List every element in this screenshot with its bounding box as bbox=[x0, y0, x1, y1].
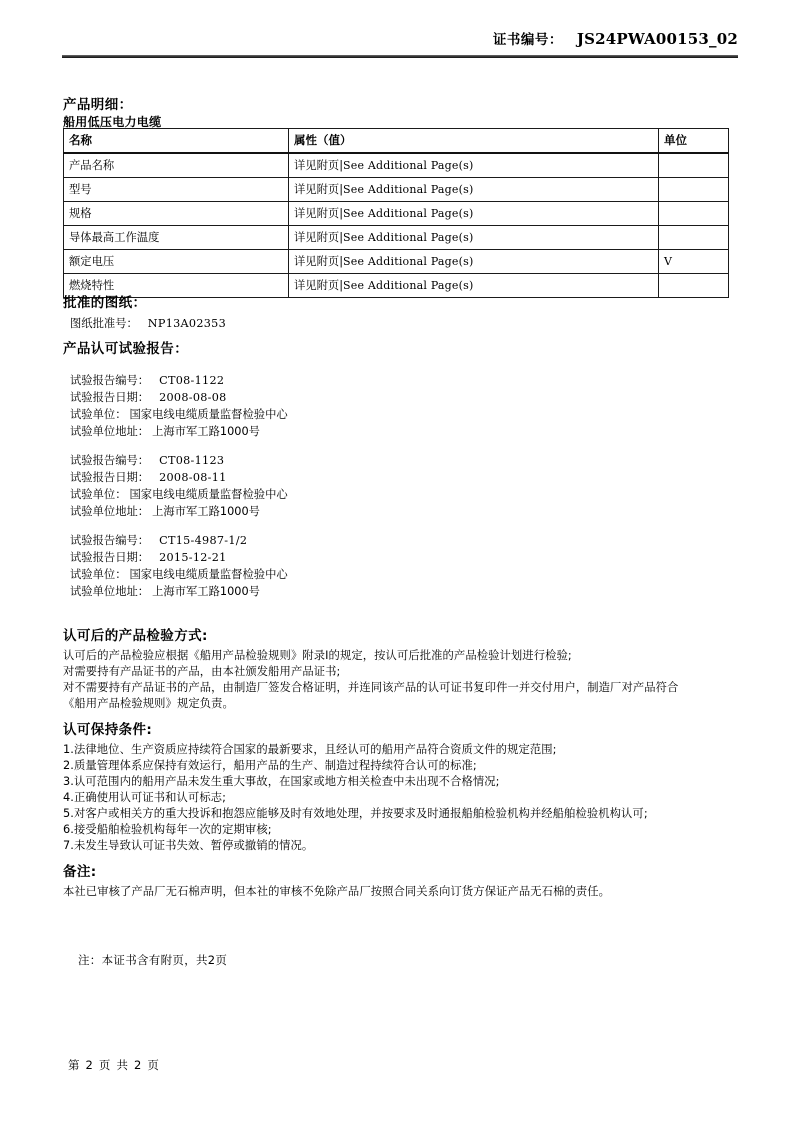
test-unit-label: 试验单位： bbox=[70, 408, 127, 421]
row-value-en: See Additional Page(s) bbox=[343, 255, 474, 268]
row-value-en: See Additional Page(s) bbox=[343, 183, 474, 196]
product-details-title: 产品明细： bbox=[63, 97, 133, 113]
table-header-row bbox=[64, 129, 729, 154]
row-value-en: See Additional Page(s) bbox=[343, 231, 474, 244]
row-value bbox=[289, 250, 659, 274]
inspection-method-title: 认可后的产品检验方式: bbox=[63, 628, 208, 644]
test-report-date-label: 试验报告日期： bbox=[70, 471, 150, 484]
approved-drawings-title: 批准的图纸： bbox=[63, 295, 147, 311]
row-name: 燃烧特性 bbox=[64, 274, 289, 298]
product-details-table bbox=[63, 128, 729, 298]
row-value-cn: 详见附页| bbox=[294, 183, 343, 196]
test-report-date-label: 试验报告日期： bbox=[70, 391, 150, 404]
drawing-approval-line bbox=[70, 315, 226, 331]
test-report-date-value: 2008-08-08 bbox=[159, 391, 227, 404]
row-name: 规格 bbox=[64, 202, 289, 226]
test-unit-label: 试验单位： bbox=[70, 568, 127, 581]
row-unit bbox=[659, 153, 729, 178]
row-name: 型号 bbox=[64, 178, 289, 202]
table-row bbox=[64, 250, 729, 274]
page-header bbox=[0, 28, 800, 58]
row-unit bbox=[659, 178, 729, 202]
maintenance-condition-item-1: 1.法律地位、生产资质应持续符合国家的最新要求，且经认可的船用产品符合资质文件的规定范围; bbox=[63, 743, 557, 756]
row-value-cn: 详见附页| bbox=[294, 207, 343, 220]
table-row bbox=[64, 226, 729, 250]
row-value-cn: 详见附页| bbox=[294, 159, 343, 172]
test-report-number-label: 试验报告编号： bbox=[70, 454, 150, 467]
test-report-2-address-line bbox=[70, 503, 260, 519]
test-unit-address-value: 上海市军工路1000号 bbox=[152, 425, 260, 438]
row-unit: V bbox=[659, 250, 729, 274]
header-divider bbox=[62, 55, 738, 58]
test-unit-value: 国家电线电缆质量监督检验中心 bbox=[129, 488, 288, 501]
test-unit-address-label: 试验单位地址： bbox=[70, 425, 150, 438]
certificate-number-value: JS24PWA00153_02 bbox=[576, 30, 738, 48]
row-value bbox=[289, 202, 659, 226]
test-report-1-date-line bbox=[70, 389, 227, 405]
certificate-number-label: 证书编号： bbox=[492, 32, 563, 48]
table-row bbox=[64, 274, 729, 298]
test-report-3-number-line bbox=[70, 532, 247, 548]
column-header-value: 属性（值） bbox=[289, 129, 659, 154]
inspection-method-line-3: 对不需要持有产品证书的产品，由制造厂签发合格证明，并连同该产品的认可证书复印件一并交付用户，制造厂对产品符合 bbox=[63, 681, 679, 694]
test-unit-address-label: 试验单位地址： bbox=[70, 505, 150, 518]
remarks-title: 备注: bbox=[63, 864, 97, 880]
table-row bbox=[64, 202, 729, 226]
maintenance-condition-item-4: 4.正确使用认可证书和认可标志; bbox=[63, 791, 227, 804]
row-unit bbox=[659, 226, 729, 250]
test-unit-address-value: 上海市军工路1000号 bbox=[152, 505, 260, 518]
certificate-number-block bbox=[493, 28, 738, 48]
maintenance-condition-item-5: 5.对客户或相关方的重大投诉和抱怨应能够及时有效地处理，并按要求及时通报船舶检验机构并经船舶检验机构认可; bbox=[63, 807, 648, 820]
test-report-date-value: 2008-08-11 bbox=[159, 471, 227, 484]
test-reports-title: 产品认可试验报告： bbox=[63, 341, 189, 357]
test-report-3-address-line bbox=[70, 583, 260, 599]
test-report-1-unit-line bbox=[70, 406, 288, 422]
test-report-date-value: 2015-12-21 bbox=[159, 551, 227, 564]
test-report-2-number-line bbox=[70, 452, 224, 468]
row-value bbox=[289, 226, 659, 250]
inspection-method-line-2: 对需要持有产品证书的产品，由本社颁发船用产品证书; bbox=[63, 665, 341, 678]
test-report-number-label: 试验报告编号： bbox=[70, 534, 150, 547]
test-report-number-value: CT08-1123 bbox=[159, 454, 225, 467]
test-report-1-address-line bbox=[70, 423, 260, 439]
test-unit-value: 国家电线电缆质量监督检验中心 bbox=[129, 408, 288, 421]
row-name: 导体最高工作温度 bbox=[64, 226, 289, 250]
product-category-label: 船用低压电力电缆 bbox=[63, 115, 162, 129]
page-number: 第 2 页 共 2 页 bbox=[68, 1058, 161, 1072]
attachment-note: 注：本证书含有附页，共2页 bbox=[78, 953, 228, 967]
row-value-cn: 详见附页| bbox=[294, 231, 343, 244]
row-value bbox=[289, 178, 659, 202]
row-name: 额定电压 bbox=[64, 250, 289, 274]
test-report-3-date-line bbox=[70, 549, 227, 565]
row-value-cn: 详见附页| bbox=[294, 255, 343, 268]
table-row bbox=[64, 178, 729, 202]
test-unit-label: 试验单位： bbox=[70, 488, 127, 501]
test-report-3-unit-line bbox=[70, 566, 288, 582]
test-report-1-number-line bbox=[70, 372, 224, 388]
row-value-en: See Additional Page(s) bbox=[343, 207, 474, 220]
row-unit bbox=[659, 202, 729, 226]
row-value-en: See Additional Page(s) bbox=[343, 159, 474, 172]
row-unit bbox=[659, 274, 729, 298]
table-row bbox=[64, 153, 729, 178]
drawing-approval-number: NP13A02353 bbox=[147, 317, 227, 330]
inspection-method-line-1: 认可后的产品检验应根据《船用产品检验规则》附录I的规定，按认可后批准的产品检验计划进行检验; bbox=[63, 649, 572, 662]
test-report-date-label: 试验报告日期： bbox=[70, 551, 150, 564]
test-unit-value: 国家电线电缆质量监督检验中心 bbox=[129, 568, 288, 581]
maintenance-condition-item-7: 7.未发生导致认可证书失效、暂停或撤销的情况。 bbox=[63, 839, 314, 852]
drawing-approval-label: 图纸批准号： bbox=[70, 317, 138, 330]
column-header-name: 名称 bbox=[64, 129, 289, 154]
test-report-number-value: CT15-4987-1/2 bbox=[159, 534, 248, 547]
test-unit-address-value: 上海市军工路1000号 bbox=[152, 585, 260, 598]
test-unit-address-label: 试验单位地址： bbox=[70, 585, 150, 598]
test-report-number-value: CT08-1122 bbox=[159, 374, 225, 387]
product-details-table-body bbox=[64, 153, 729, 298]
column-header-unit: 单位 bbox=[659, 129, 729, 154]
inspection-method-line-4: 《船用产品检验规则》规定负责。 bbox=[63, 697, 234, 710]
test-report-2-date-line bbox=[70, 469, 227, 485]
remarks-text: 本社已审核了产品厂无石棉声明，但本社的审核不免除产品厂按照合同关系向订货方保证产品无石棉的责任。 bbox=[63, 885, 611, 898]
row-value bbox=[289, 274, 659, 298]
maintenance-condition-item-2: 2.质量管理体系应保持有效运行，船用产品的生产、制造过程持续符合认可的标准; bbox=[63, 759, 477, 772]
maintenance-conditions-title: 认可保持条件: bbox=[63, 722, 153, 738]
row-value-cn: 详见附页| bbox=[294, 279, 343, 292]
maintenance-condition-item-3: 3.认可范围内的船用产品未发生重大事故，在国家或地方相关检查中未出现不合格情况; bbox=[63, 775, 500, 788]
row-value bbox=[289, 153, 659, 178]
row-value-en: See Additional Page(s) bbox=[343, 279, 474, 292]
row-name: 产品名称 bbox=[64, 153, 289, 178]
maintenance-condition-item-6: 6.接受船舶检验机构每年一次的定期审核; bbox=[63, 823, 272, 836]
test-report-number-label: 试验报告编号： bbox=[70, 374, 150, 387]
test-report-2-unit-line bbox=[70, 486, 288, 502]
